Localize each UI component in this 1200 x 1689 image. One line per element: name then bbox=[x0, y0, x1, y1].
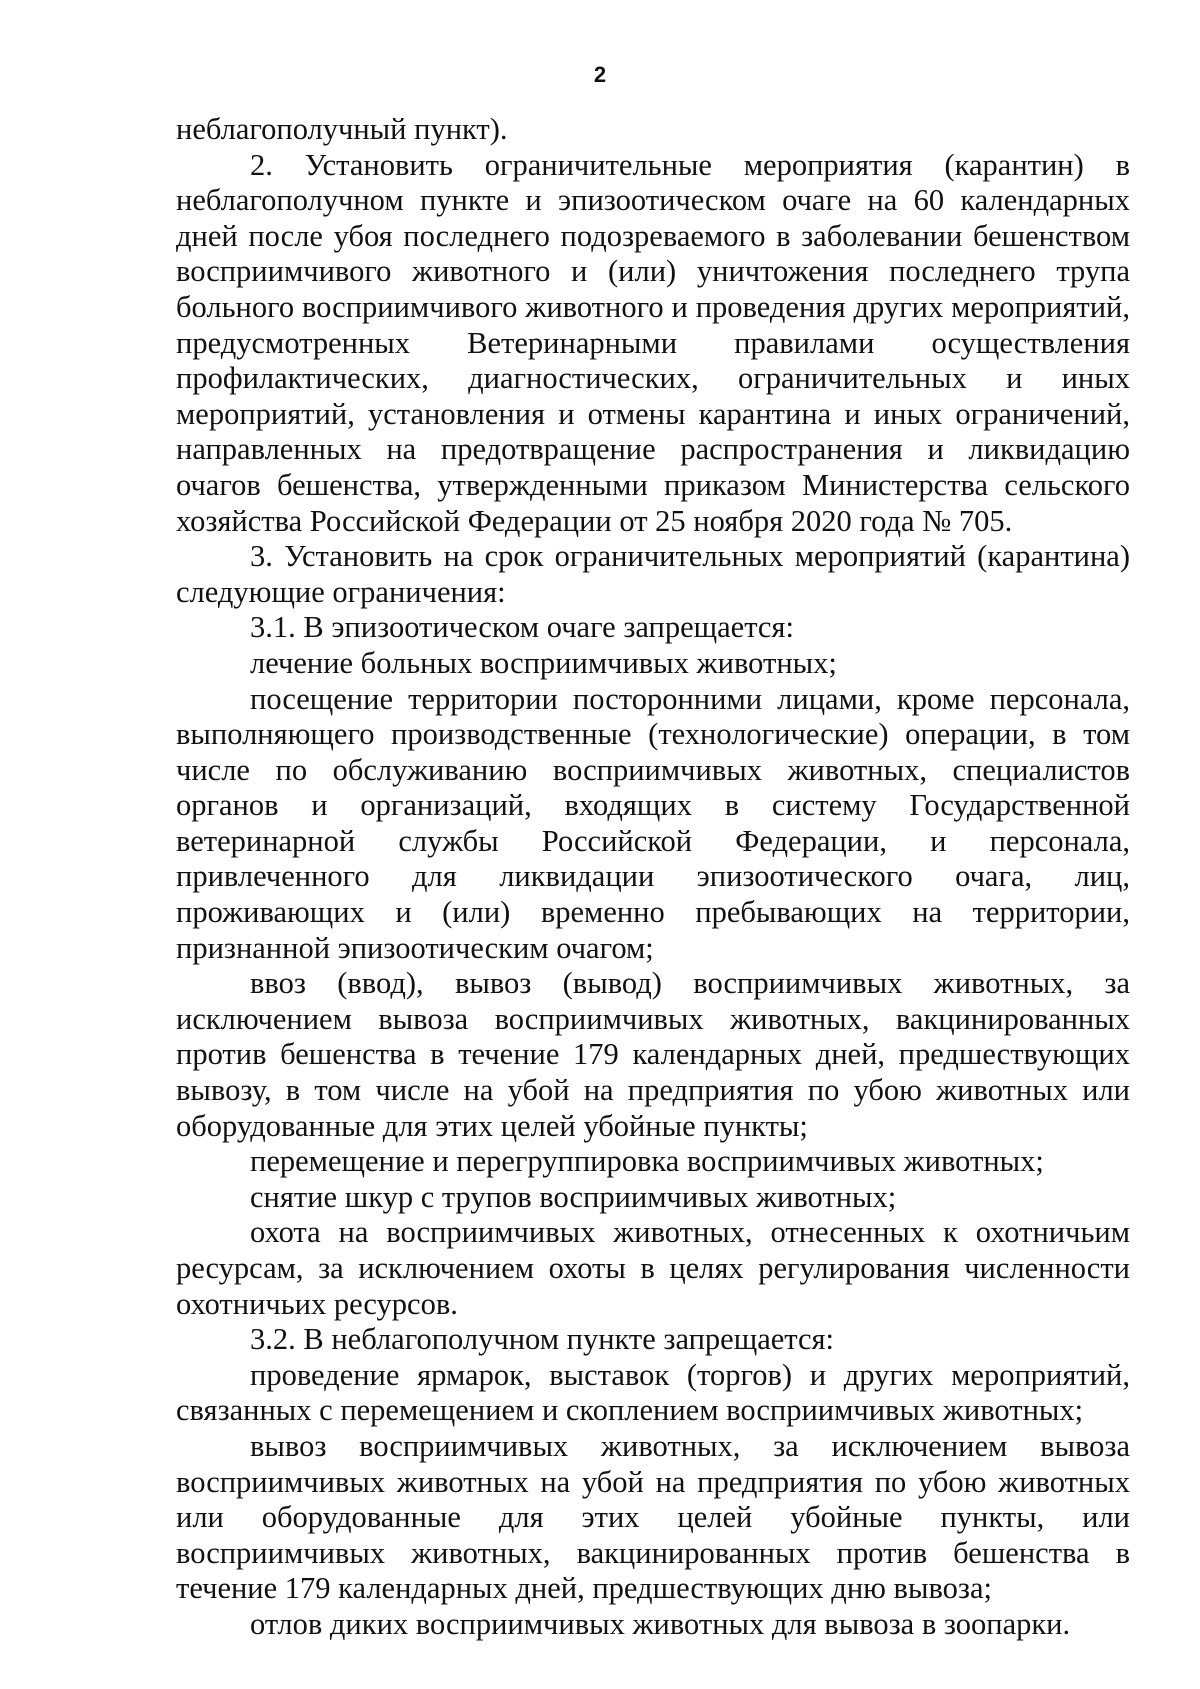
paragraph-restriction-import-export: ввоз (ввод), вывоз (вывод) восприимчивых животных, за исключением вывоза восприимчивых животных, вакцинированных против бешенства в течение 179 календарных дней, предшествующих вывозу, в том числе на убой на предприятия по убою животных или оборудованные для этих целей убойные пункты; bbox=[176, 966, 1130, 1143]
paragraph-item-3-2-heading: 3.2. В неблагополучном пункте запрещается: bbox=[250, 1322, 835, 1357]
paragraph-restriction-movement: перемещение и перегруппировка восприимчивых животных; bbox=[250, 1144, 1044, 1179]
paragraph-item-3-1-heading: 3.1. В эпизоотическом очаге запрещается: bbox=[250, 610, 794, 645]
paragraph-restriction-export: вывоз восприимчивых животных, за исключением вывоза восприимчивых животных на убой на предприятия по убою животных или оборудованные для этих целей убойные пункты, или восприимчивых животных, вакцинированных против бешенства в течение 179 календарных дней, предшествующих дню вывоза; bbox=[176, 1428, 1130, 1606]
paragraph-continuation: неблагополучный пункт). bbox=[176, 112, 508, 146]
paragraph-restriction-skinning: снятие шкур с трупов восприимчивых животных; bbox=[250, 1179, 897, 1214]
page-number: 2 bbox=[593, 62, 607, 87]
paragraph-item-3: 3. Установить на срок ограничительных мероприятий (карантина) следующие ограничения: bbox=[176, 539, 1130, 609]
document-body bbox=[176, 112, 1130, 1643]
paragraph-restriction-hunting: охота на восприимчивых животных, отнесенных к охотничьим ресурсам, за исключением охоты в целях регулирования численности охотничьих ресурсов. bbox=[176, 1215, 1130, 1321]
paragraph-restriction-fairs: проведение ярмарок, выставок (торгов) и других мероприятий, связанных с перемещением и скоплением восприимчивых животных; bbox=[176, 1357, 1130, 1428]
paragraph-restriction-treatment: лечение больных восприимчивых животных; bbox=[250, 645, 837, 680]
paragraph-restriction-capture: отлов диких восприимчивых животных для вывоза в зоопарки. bbox=[250, 1606, 1071, 1641]
paragraph-item-2: 2. Установить ограничительные мероприятия (карантин) в неблагополучном пункте и эпизоотическом очаге на 60 календарных дней после убоя последнего подозреваемого в заболевании бешенством восприимчивого животного и (или) уничтожения последнего трупа больного восприимчивого животного и проведения других мероприятий, предусмотренных Ветеринарными правилами осуществления профилактических, диагностических, ограничительных и иных мероприятий, установления и отмены карантина и иных ограничений, направленных на предотвращение распространения и ликвидацию очагов бешенства, утвержденными приказом Министерства сельского хозяйства Российской Федерации от 25 ноября 2020 года № 705. bbox=[176, 147, 1130, 538]
paragraph-restriction-visits: посещение территории посторонними лицами, кроме персонала, выполняющего производственные (технологические) операции, в том числе по обслуживанию восприимчивых животных, специалистов органов и организаций, входящих в систему Государственной ветеринарной службы Российской Федерации, и персонала, привлеченного для ликвидации эпизоотического очага, лиц, проживающих и (или) временно пребывающих на территории, признанной эпизоотическим очагом; bbox=[176, 681, 1130, 965]
